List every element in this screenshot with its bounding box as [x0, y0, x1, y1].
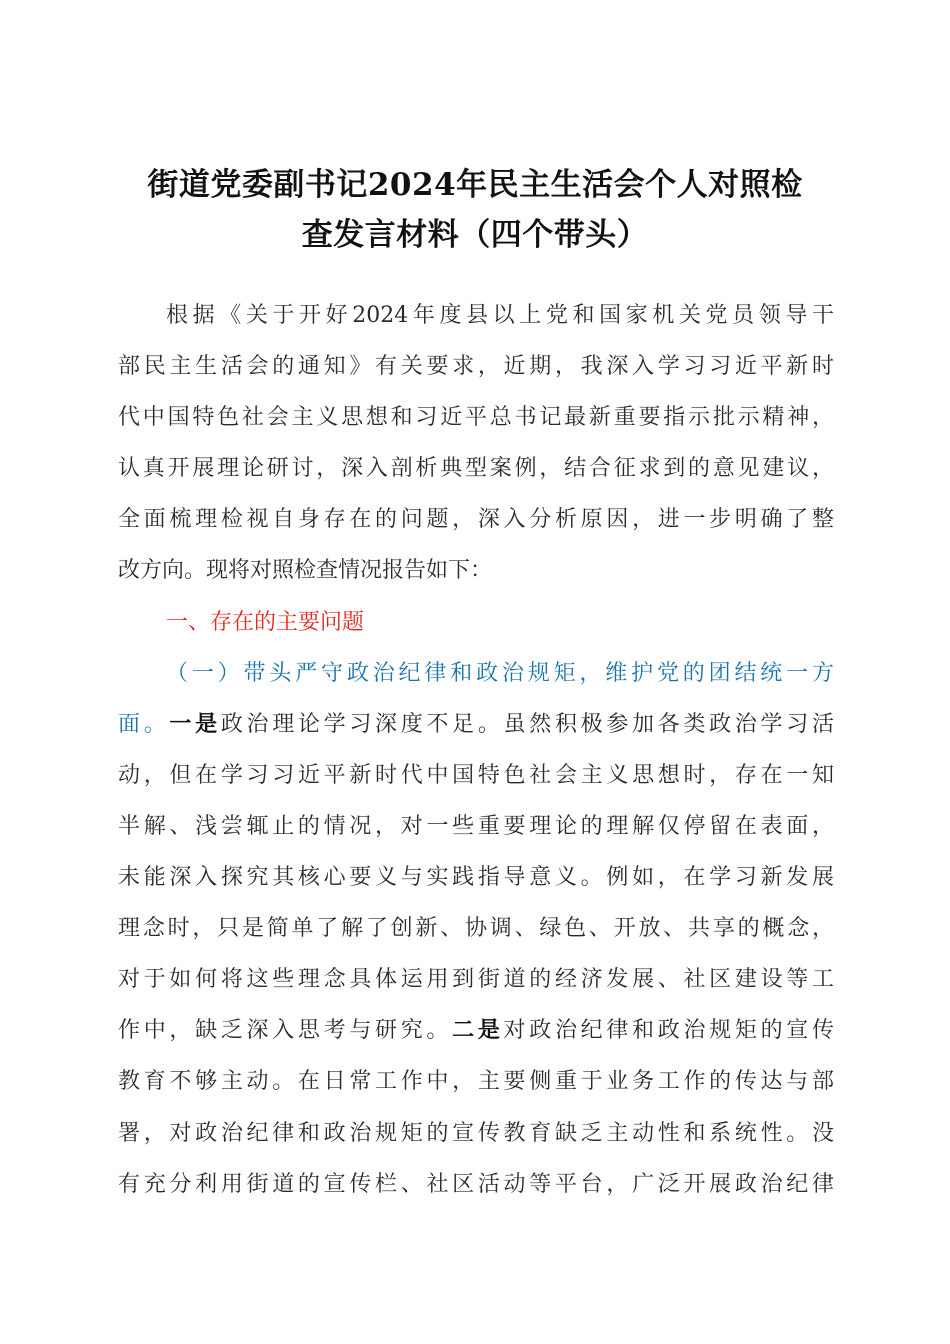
intro-line: 改方向。现将对照检查情况报告如下：	[118, 558, 493, 584]
point1-tail: 作中，缺乏深入思考与研究。	[118, 1018, 453, 1044]
body-line: 理念时，只是简单了解了创新、协调、绿色、开放、共享的概念，	[118, 916, 834, 942]
title-line-1: 街道党委副书记2024年民主生活会个人对照检	[147, 167, 803, 203]
document-body	[118, 290, 834, 1210]
intro-line: 根据《关于开好2024年度县以上党和国家机关党员领导干	[166, 303, 834, 328]
point2-text: 对政治纪律和政治规矩的宣传	[503, 1018, 834, 1044]
subsection-heading: （一）带头严守政治纪律和政治规矩，维护党的团结统一方	[166, 660, 834, 686]
intro-line: 部民主生活会的通知》有关要求，近期，我深入学习习近平新时	[118, 354, 834, 380]
body-line: 教育不够主动。在日常工作中，主要侧重于业务工作的传达与部	[118, 1069, 834, 1095]
point1-label: 一是	[169, 710, 221, 737]
body-line: 有充分利用街道的宣传栏、社区活动等平台，广泛开展政治纪律	[118, 1171, 834, 1197]
body-line: 动，但在学习习近平新时代中国特色社会主义思想时，存在一知	[118, 762, 834, 788]
subsection-heading-end: 面。	[118, 711, 170, 737]
body-line: 未能深入探究其核心要义与实践指导意义。例如，在学习新发展	[118, 865, 834, 891]
intro-line: 认真开展理论研讨，深入剖析典型案例，结合征求到的意见建议，	[118, 456, 834, 482]
section-heading: 一、存在的主要问题	[166, 609, 365, 635]
intro-line: 代中国特色社会主义思想和习近平总书记最新重要指示批示精神，	[118, 405, 834, 431]
point2-first-line	[118, 1005, 834, 1056]
intro-line: 全面梳理检视自身存在的问题，深入分析原因，进一步明确了整	[118, 507, 834, 533]
subsection-heading-line	[118, 648, 834, 699]
body-line: 对于如何将这些理念具体运用到街道的经济发展、社区建设等工	[118, 967, 834, 993]
body-line: 署，对政治纪律和政治规矩的宣传教育缺乏主动性和系统性。没	[118, 1120, 834, 1146]
point1-first-line	[118, 699, 834, 750]
document-title	[100, 160, 850, 260]
title-line-2: 查发言材料（四个带头）	[301, 217, 649, 253]
body-line: 半解、浅尝辄止的情况，对一些重要理论的理解仅停留在表面，	[118, 813, 834, 839]
point2-label: 二是	[452, 1017, 504, 1044]
point1-text: 政治理论学习深度不足。虽然积极参加各类政治学习活	[220, 711, 834, 737]
